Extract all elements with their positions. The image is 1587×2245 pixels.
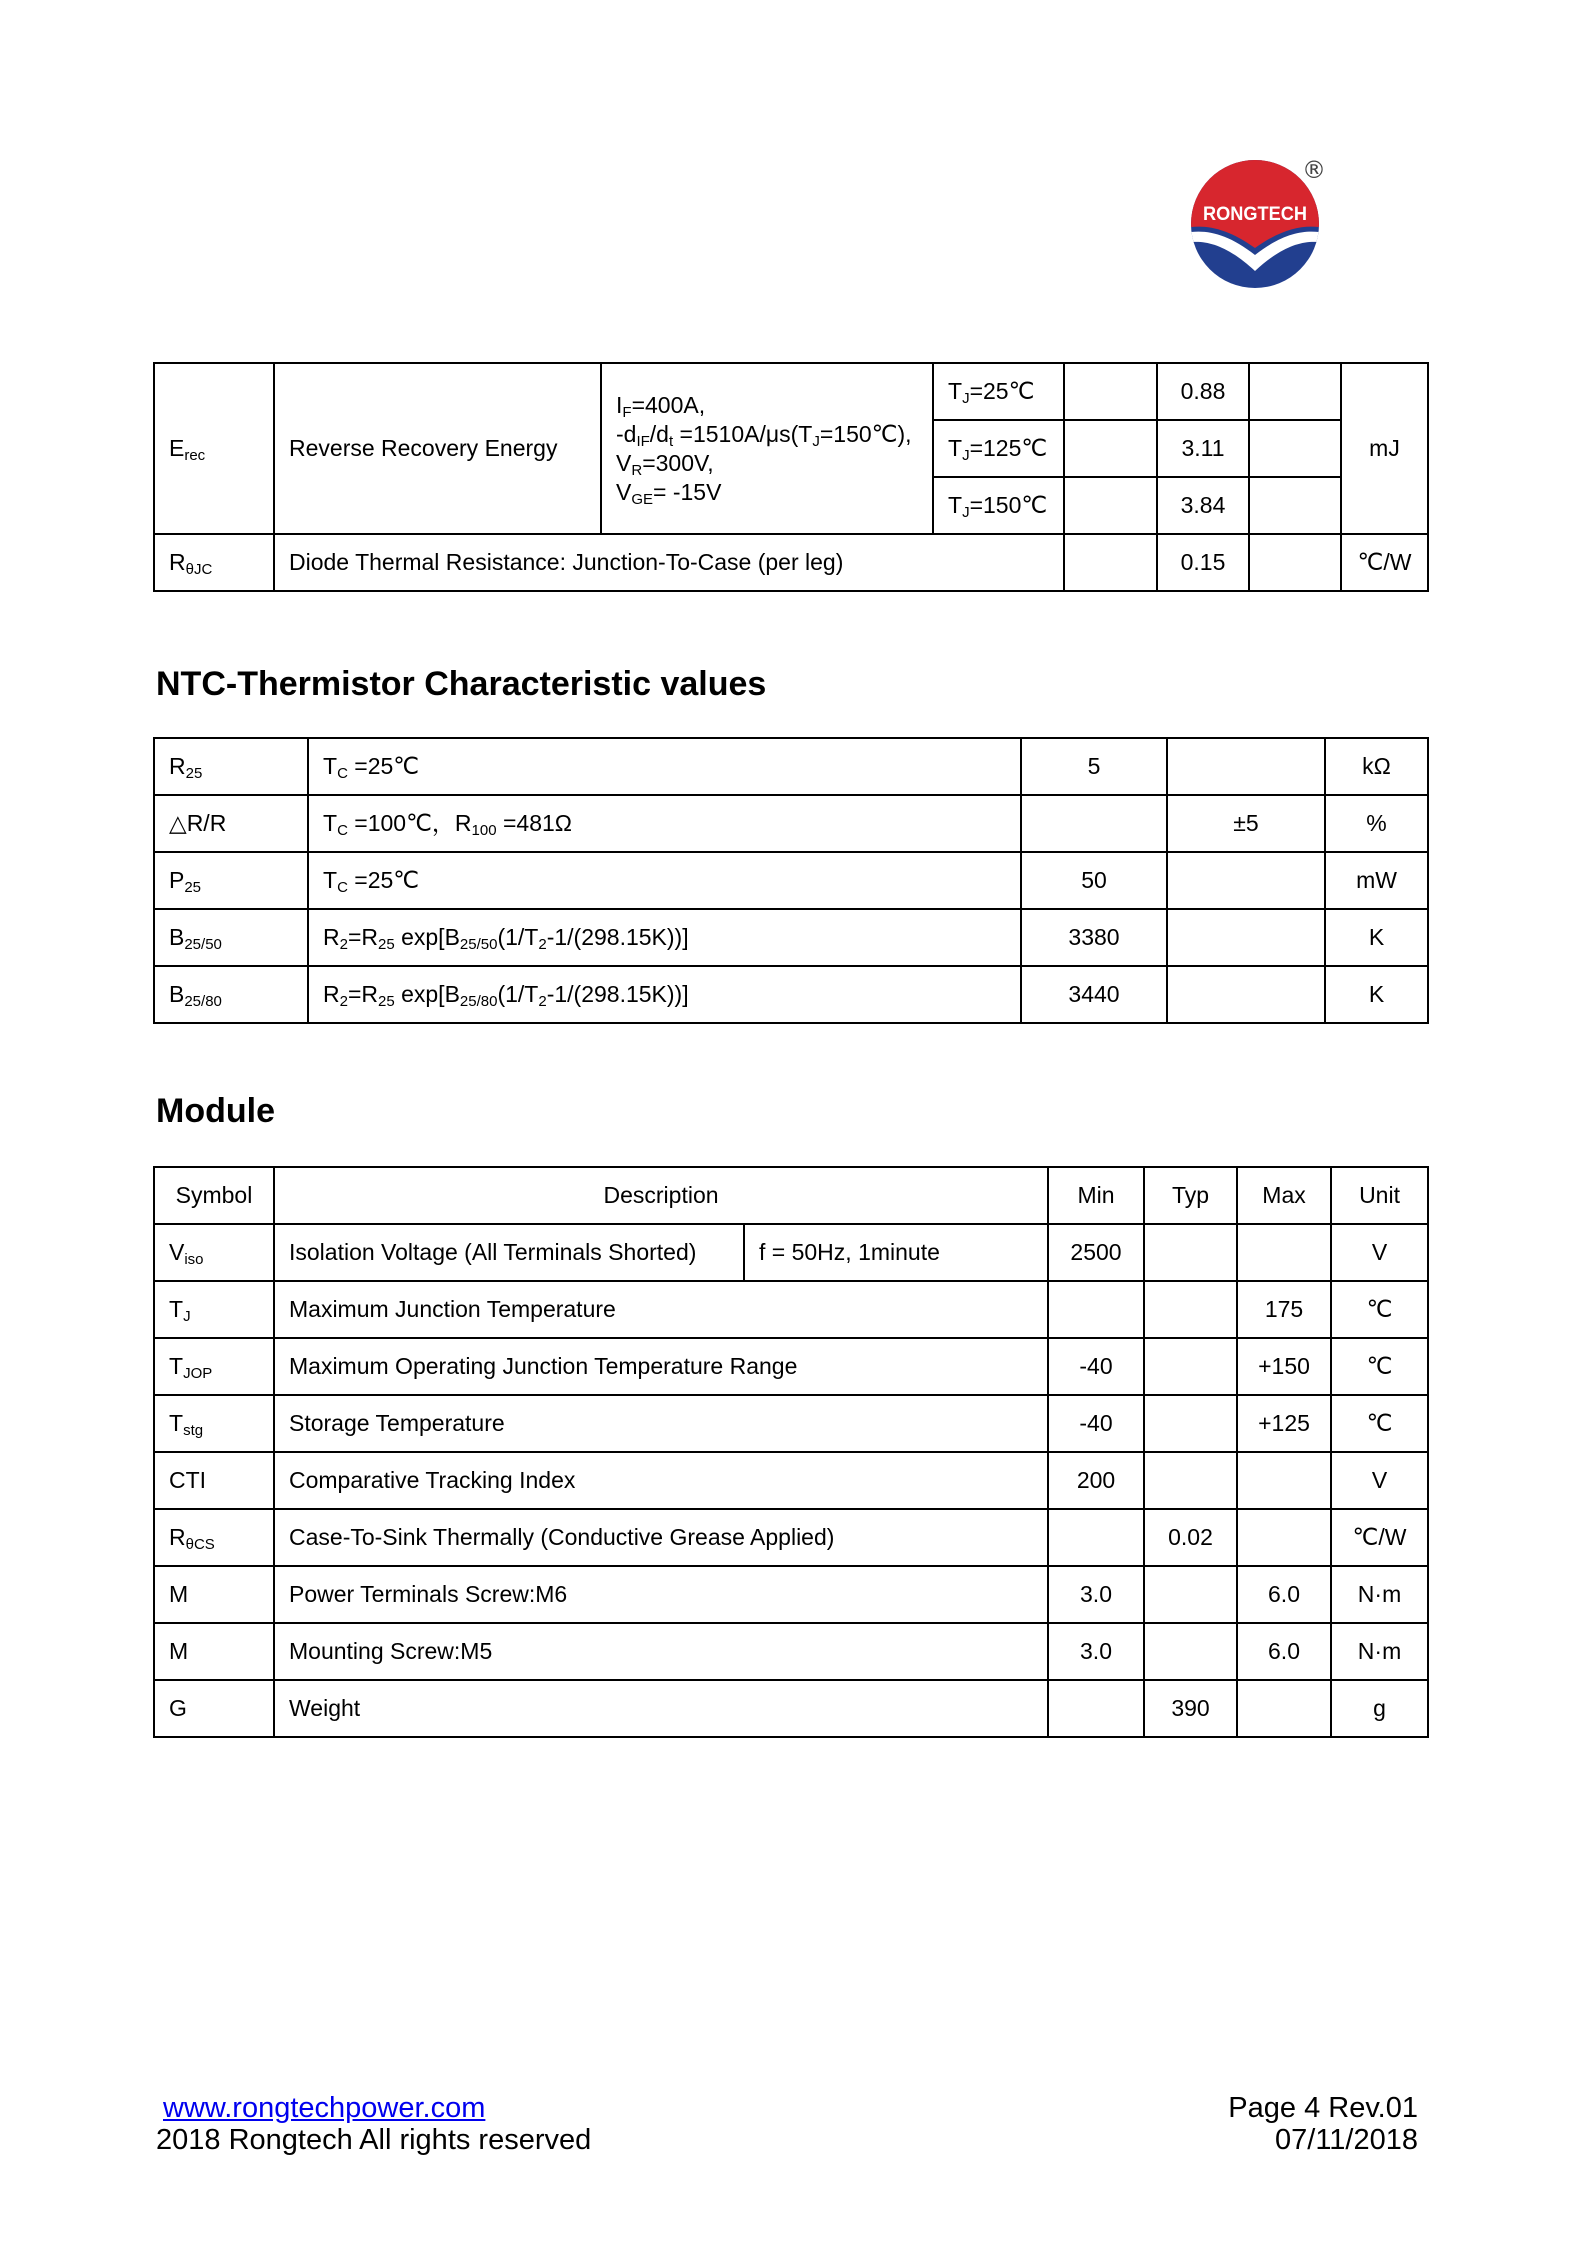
header-typ: Typ <box>1144 1167 1237 1224</box>
text-run: (1/T <box>497 923 539 950</box>
min-cell <box>1048 1509 1144 1566</box>
tolerance-cell <box>1167 909 1325 966</box>
symbol-cell <box>154 852 308 909</box>
text-run: I <box>616 391 623 418</box>
description-cell: Maximum Operating Junction Temperature Range <box>274 1338 1048 1395</box>
subscript-text: IF <box>636 432 650 450</box>
subscript-text: 25/80 <box>459 992 498 1010</box>
text-run: R <box>169 548 186 575</box>
condition-cell <box>308 795 1021 852</box>
symbol-cell <box>154 909 308 966</box>
text-run: -1/(298.15K))] <box>546 980 689 1007</box>
logo-wordmark: RONGTECH <box>1203 204 1307 225</box>
table-row <box>154 1623 1428 1680</box>
min-cell: 3.0 <box>1048 1623 1144 1680</box>
condition-cell <box>308 909 1021 966</box>
copyright-text: 2018 Rongtech All rights reserved <box>156 2124 592 2156</box>
value-cell: 5 <box>1021 738 1167 795</box>
unit-cell: g <box>1331 1680 1428 1737</box>
max-cell: +125 <box>1237 1395 1331 1452</box>
subscript-text: stg <box>183 1421 204 1439</box>
table-row <box>154 1338 1428 1395</box>
table-row <box>154 1566 1428 1623</box>
symbol-cell <box>154 363 274 534</box>
table-row <box>154 1452 1428 1509</box>
unit-cell: N·m <box>1331 1623 1428 1680</box>
text-run: =100℃，R <box>347 809 472 836</box>
unit-cell: ℃/W <box>1341 534 1428 591</box>
subscript-text: 25 <box>184 878 202 896</box>
text-run: =25℃ <box>347 752 420 779</box>
typ-cell: 0.88 <box>1157 363 1249 420</box>
description-cell: Reverse Recovery Energy <box>274 363 601 534</box>
text-run: T <box>169 1295 184 1322</box>
revision-date: 07/11/2018 <box>1275 2124 1418 2156</box>
module-table <box>153 1166 1429 1738</box>
tolerance-cell <box>1167 852 1325 909</box>
min-cell: 2500 <box>1048 1224 1144 1281</box>
text-run: -1/(298.15K))] <box>546 923 689 950</box>
text-run: /d <box>649 420 669 447</box>
unit-cell: mW <box>1325 852 1428 909</box>
min-cell <box>1064 420 1157 477</box>
unit-cell: K <box>1325 909 1428 966</box>
text-run: (1/T <box>497 980 539 1007</box>
table-row <box>154 1509 1428 1566</box>
min-cell: -40 <box>1048 1338 1144 1395</box>
text-run: T <box>169 1409 184 1436</box>
text-run: V <box>616 478 632 505</box>
symbol-cell: G <box>154 1680 274 1737</box>
typ-cell <box>1144 1566 1237 1623</box>
min-cell <box>1048 1680 1144 1737</box>
max-cell <box>1249 363 1341 420</box>
subscript-text: JOP <box>183 1364 213 1382</box>
text-run: T <box>948 491 963 518</box>
header-description: Description <box>274 1167 1048 1224</box>
typ-cell <box>1144 1623 1237 1680</box>
text-run: V <box>616 449 632 476</box>
subscript-text: C <box>337 764 348 782</box>
table-row <box>154 909 1428 966</box>
page-number: Page 4 Rev.01 <box>1228 2092 1418 2124</box>
text-run: P <box>169 866 185 893</box>
text-run: B <box>169 980 185 1007</box>
symbol-cell: M <box>154 1623 274 1680</box>
junction-temp-cell <box>933 420 1064 477</box>
value-cell <box>1021 795 1167 852</box>
typ-cell <box>1144 1452 1237 1509</box>
max-cell <box>1237 1452 1331 1509</box>
module-table-body <box>154 1167 1428 1737</box>
condition-cell: f = 50Hz, 1minute <box>744 1224 1048 1281</box>
value-cell: 50 <box>1021 852 1167 909</box>
typ-cell <box>1144 1281 1237 1338</box>
subscript-text: 25 <box>378 935 395 953</box>
header-max: Max <box>1237 1167 1331 1224</box>
text-run: E <box>169 434 185 461</box>
description-cell: Diode Thermal Resistance: Junction-To-Case (per leg) <box>274 534 1064 591</box>
typ-cell <box>1144 1338 1237 1395</box>
tolerance-cell <box>1167 966 1325 1023</box>
text-run: =25℃ <box>969 377 1035 404</box>
table-row <box>154 1680 1428 1737</box>
subscript-text: C <box>337 821 348 839</box>
table-row <box>154 1395 1428 1452</box>
text-run: V <box>169 1238 185 1265</box>
symbol-cell <box>154 966 308 1023</box>
text-run: =150℃), <box>819 420 912 447</box>
text-run: =150℃ <box>969 491 1048 518</box>
typ-cell: 0.02 <box>1144 1509 1237 1566</box>
symbol-cell <box>154 1281 274 1338</box>
unit-cell: N·m <box>1331 1566 1428 1623</box>
subscript-text: 25/50 <box>459 935 498 953</box>
min-cell <box>1064 477 1157 534</box>
subscript-text: R <box>631 461 643 479</box>
typ-cell <box>1144 1395 1237 1452</box>
header-unit: Unit <box>1331 1167 1428 1224</box>
min-cell: -40 <box>1048 1395 1144 1452</box>
description-cell: Isolation Voltage (All Terminals Shorted) <box>274 1224 744 1281</box>
text-run: =R <box>347 923 379 950</box>
subscript-text: C <box>337 878 348 896</box>
description-cell: Maximum Junction Temperature <box>274 1281 1048 1338</box>
typ-cell: 0.15 <box>1157 534 1249 591</box>
table-row <box>154 1281 1428 1338</box>
description-cell: Storage Temperature <box>274 1395 1048 1452</box>
ntc-table-body <box>154 738 1428 1023</box>
text-run: =1510A/μs(T <box>673 420 813 447</box>
unit-cell: ℃ <box>1331 1338 1428 1395</box>
symbol-cell: M <box>154 1566 274 1623</box>
condition-cell <box>308 966 1021 1023</box>
text-run: =481Ω <box>496 809 572 836</box>
symbol-cell <box>154 1509 274 1566</box>
table-header-row <box>154 1167 1428 1224</box>
subscript-text: F <box>622 403 632 421</box>
subscript-text: J <box>962 503 970 521</box>
ntc-section-title: NTC-Thermistor Characteristic values <box>156 665 767 703</box>
subscript-text: 2 <box>339 935 348 953</box>
text-run: T <box>948 377 963 404</box>
subscript-text: J <box>812 432 820 450</box>
unit-cell: ℃/W <box>1331 1509 1428 1566</box>
unit-cell: % <box>1325 795 1428 852</box>
symbol-cell <box>154 1338 274 1395</box>
value-cell: 3380 <box>1021 909 1167 966</box>
description-cell: Mounting Screw:M5 <box>274 1623 1048 1680</box>
min-cell <box>1064 363 1157 420</box>
registered-trademark-icon: ® <box>1302 156 1326 184</box>
text-run: R <box>323 980 340 1007</box>
table-row <box>154 852 1428 909</box>
text-run: exp[B <box>394 923 460 950</box>
text-run: exp[B <box>394 980 460 1007</box>
subscript-text: θCS <box>185 1535 215 1553</box>
unit-cell: V <box>1331 1224 1428 1281</box>
symbol-cell: CTI <box>154 1452 274 1509</box>
tolerance-cell <box>1167 738 1325 795</box>
diode-characteristics-table <box>153 362 1429 592</box>
subscript-text: J <box>962 389 970 407</box>
subscript-text: 25/80 <box>184 992 222 1010</box>
subscript-text: rec <box>184 446 206 464</box>
text-run: T <box>323 752 338 779</box>
description-cell: Comparative Tracking Index <box>274 1452 1048 1509</box>
unit-cell: V <box>1331 1452 1428 1509</box>
condition-line <box>616 391 918 420</box>
max-cell <box>1237 1224 1331 1281</box>
condition-line <box>616 449 918 478</box>
tolerance-cell: ±5 <box>1167 795 1325 852</box>
text-run: T <box>323 866 338 893</box>
min-cell <box>1048 1281 1144 1338</box>
text-run: =125℃ <box>969 434 1048 461</box>
min-cell: 3.0 <box>1048 1566 1144 1623</box>
text-run: R <box>169 1523 186 1550</box>
subscript-text: 2 <box>538 935 547 953</box>
condition-cell <box>308 738 1021 795</box>
junction-temp-cell <box>933 363 1064 420</box>
text-run: = -15V <box>653 478 722 505</box>
subscript-text: 25 <box>378 992 395 1010</box>
max-cell: 6.0 <box>1237 1623 1331 1680</box>
subscript-text: 25/50 <box>184 935 222 953</box>
typ-cell: 3.11 <box>1157 420 1249 477</box>
typ-cell: 390 <box>1144 1680 1237 1737</box>
subscript-text: 2 <box>339 992 348 1010</box>
table-row <box>154 1224 1428 1281</box>
typ-cell: 3.84 <box>1157 477 1249 534</box>
value-cell: 3440 <box>1021 966 1167 1023</box>
text-run: T <box>323 809 338 836</box>
text-run: T <box>948 434 963 461</box>
text-run: R <box>169 752 186 779</box>
text-run: =400A, <box>631 391 706 418</box>
subscript-text: iso <box>184 1250 204 1268</box>
subscript-text: J <box>183 1307 191 1325</box>
header-symbol: Symbol <box>154 1167 274 1224</box>
symbol-cell <box>154 738 308 795</box>
description-cell: Case-To-Sink Thermally (Conductive Grease Applied) <box>274 1509 1048 1566</box>
condition-cell <box>308 852 1021 909</box>
unit-cell: ℃ <box>1331 1395 1428 1452</box>
max-cell: 6.0 <box>1237 1566 1331 1623</box>
website-link[interactable]: www.rongtechpower.com <box>163 2092 486 2124</box>
unit-cell: mJ <box>1341 363 1428 534</box>
text-run: B <box>169 923 185 950</box>
typ-cell <box>1144 1224 1237 1281</box>
symbol-cell <box>154 1395 274 1452</box>
conditions-cell <box>601 363 933 534</box>
symbol-cell: △R/R <box>154 795 308 852</box>
subscript-text: 2 <box>538 992 547 1010</box>
min-cell <box>1064 534 1157 591</box>
max-cell <box>1249 534 1341 591</box>
text-run: =300V, <box>642 449 714 476</box>
symbol-cell <box>154 534 274 591</box>
subscript-text: t <box>668 432 674 450</box>
max-cell <box>1249 420 1341 477</box>
max-cell <box>1237 1509 1331 1566</box>
description-cell: Weight <box>274 1680 1048 1737</box>
table-row <box>154 363 1428 420</box>
subscript-text: GE <box>631 490 654 508</box>
unit-cell: ℃ <box>1331 1281 1428 1338</box>
max-cell <box>1249 477 1341 534</box>
condition-line <box>616 478 918 507</box>
min-cell: 200 <box>1048 1452 1144 1509</box>
text-run: -d <box>616 420 637 447</box>
subscript-text: θJC <box>185 560 213 578</box>
max-cell: +150 <box>1237 1338 1331 1395</box>
subscript-text: 25 <box>185 764 203 782</box>
max-cell <box>1237 1680 1331 1737</box>
max-cell: 175 <box>1237 1281 1331 1338</box>
text-run: R <box>323 923 340 950</box>
table-row <box>154 966 1428 1023</box>
junction-temp-cell <box>933 477 1064 534</box>
table-row <box>154 534 1428 591</box>
subscript-text: 100 <box>471 821 497 839</box>
ntc-thermistor-table <box>153 737 1429 1024</box>
table-row <box>154 738 1428 795</box>
unit-cell: kΩ <box>1325 738 1428 795</box>
text-run: T <box>169 1352 184 1379</box>
subscript-text: J <box>962 446 970 464</box>
symbol-cell <box>154 1224 274 1281</box>
condition-line <box>616 420 918 449</box>
text-run: =25℃ <box>347 866 420 893</box>
description-cell: Power Terminals Screw:M6 <box>274 1566 1048 1623</box>
header-min: Min <box>1048 1167 1144 1224</box>
text-run: =R <box>347 980 379 1007</box>
unit-cell: K <box>1325 966 1428 1023</box>
module-section-title: Module <box>156 1092 275 1130</box>
table-row <box>154 795 1428 852</box>
